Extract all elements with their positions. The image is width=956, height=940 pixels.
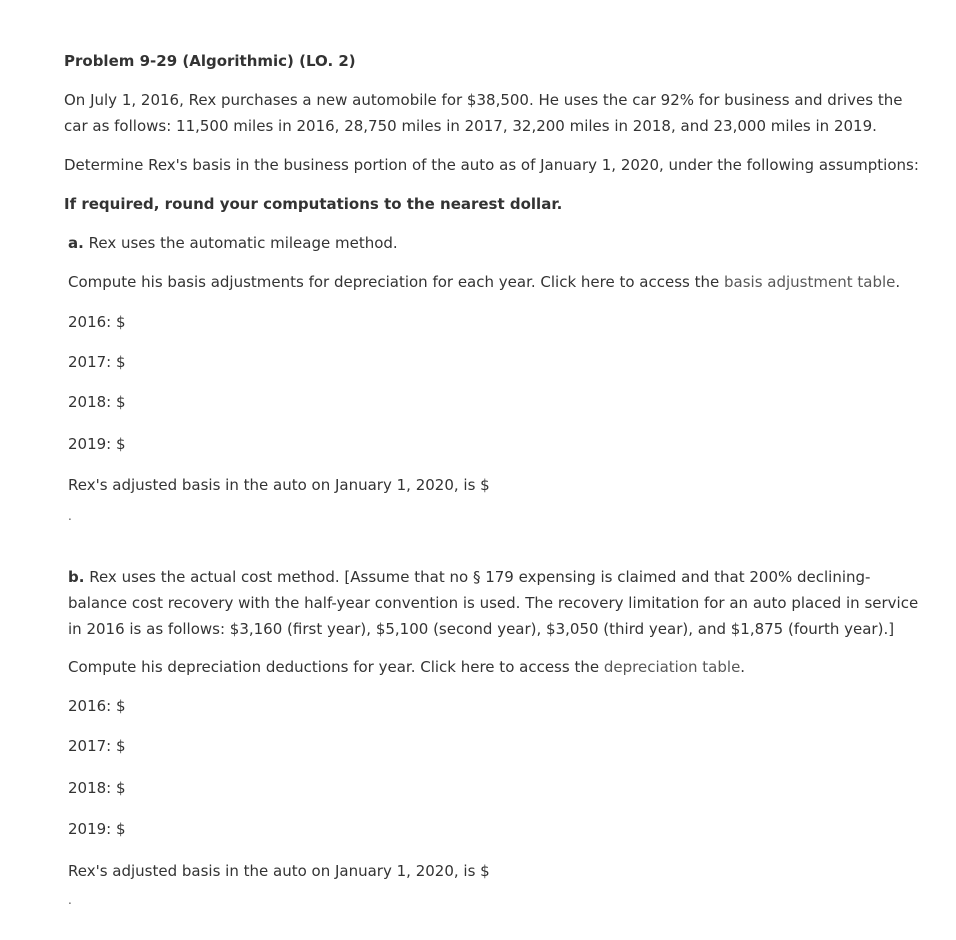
- part-b-trailing-period: .: [68, 893, 72, 907]
- part-b-line-2: balance cost recovery with the half-year convention is used. The recovery limitation for an auto placed in service: [68, 594, 919, 612]
- part-a-label: a.: [68, 234, 84, 252]
- part-b-line-1: [68, 564, 928, 590]
- part-b-2019-row: [68, 820, 126, 838]
- part-b-2016-row: [68, 697, 126, 715]
- part-a-2016-row: [68, 313, 126, 331]
- part-b-2018-row: [68, 779, 126, 797]
- part-a-instruction-period: .: [895, 273, 901, 291]
- part-b-2018-label: 2018: $: [68, 779, 126, 797]
- part-b-instruction-text: Compute his depreciation deductions for year. Click here to access the: [68, 658, 600, 676]
- part-a-instruction: [68, 273, 900, 291]
- part-a-2019-row: [68, 435, 126, 453]
- part-a-text: Rex uses the automatic mileage method.: [88, 234, 398, 252]
- part-a-instruction-text: Compute his basis adjustments for depreciation for each year. Click here to access the: [68, 273, 720, 291]
- intro-paragraph: [64, 87, 924, 139]
- intro-line-2: car as follows: 11,500 miles in 2016, 28,750 miles in 2017, 32,200 miles in 2018, and 23,000 miles in 2019.: [64, 117, 877, 135]
- part-b-2016-label: 2016: $: [68, 697, 126, 715]
- part-b-instruction: [68, 658, 745, 676]
- part-b-2017-label: 2017: $: [68, 737, 126, 755]
- part-a-2017-label: 2017: $: [68, 353, 126, 371]
- part-b-label: b.: [68, 568, 85, 586]
- part-a-2016-label: 2016: $: [68, 313, 126, 331]
- part-b-line-1-text: Rex uses the actual cost method. [Assume that no § 179 expensing is claimed and that 200% declining-: [89, 568, 871, 586]
- part-a-adjusted-basis-row: [68, 476, 490, 494]
- part-a-2017-row: [68, 353, 126, 371]
- part-b-adjusted-basis-label: Rex's adjusted basis in the auto on January 1, 2020, is $: [68, 862, 490, 880]
- basis-adjustment-table-link[interactable]: basis adjustment table: [724, 273, 896, 291]
- part-a-2018-row: [68, 393, 126, 411]
- part-b-paragraph: [68, 564, 928, 642]
- part-b-instruction-period: .: [740, 658, 746, 676]
- determine-text: Determine Rex's basis in the business portion of the auto as of January 1, 2020, under the following assumptions:: [64, 156, 919, 174]
- part-a-2018-label: 2018: $: [68, 393, 126, 411]
- part-b-line-3: in 2016 is as follows: $3,160 (first year), $5,100 (second year), $3,050 (third year), and $1,875 (fourth year).]: [68, 620, 895, 638]
- problem-title: Problem 9-29 (Algorithmic) (LO. 2): [64, 52, 356, 70]
- intro-line-1: On July 1, 2016, Rex purchases a new automobile for $38,500. He uses the car 92% for business and drives the: [64, 91, 903, 109]
- part-a-adjusted-basis-label: Rex's adjusted basis in the auto on January 1, 2020, is $: [68, 476, 490, 494]
- part-a-2019-label: 2019: $: [68, 435, 126, 453]
- part-b-2017-row: [68, 737, 126, 755]
- rounding-instruction: If required, round your computations to the nearest dollar.: [64, 195, 563, 213]
- part-a-trailing-period: .: [68, 509, 72, 523]
- part-a-heading: [68, 234, 398, 252]
- depreciation-table-link[interactable]: depreciation table: [603, 658, 741, 676]
- part-b-2019-label: 2019: $: [68, 820, 126, 838]
- part-b-adjusted-basis-row: [68, 862, 490, 880]
